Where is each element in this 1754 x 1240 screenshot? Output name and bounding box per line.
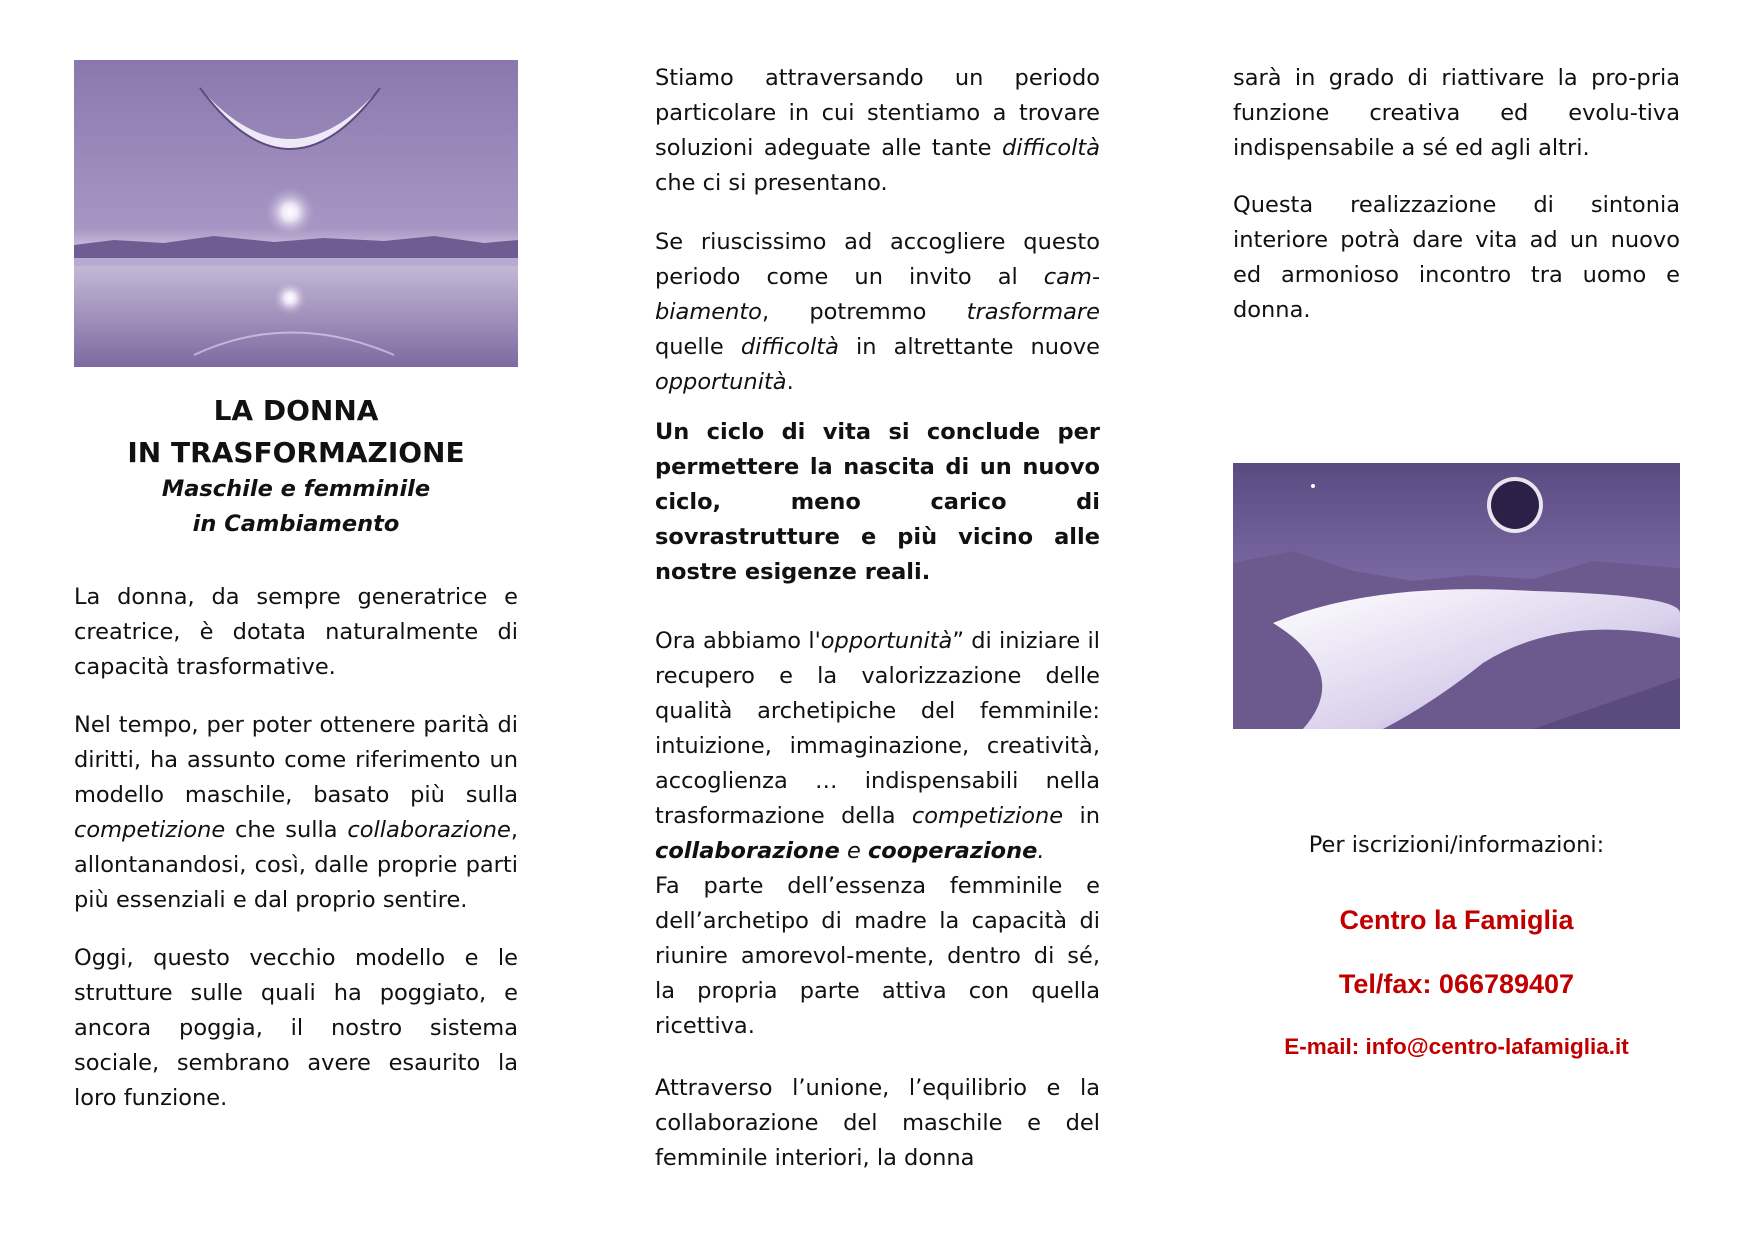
column-left — [74, 580, 518, 1116]
paragraph — [74, 708, 518, 918]
emphasis: opportunità — [655, 369, 787, 395]
text-run: , allontanandosi, così, dalle proprie parti più essenziali e dal proprio sentire. — [74, 817, 518, 913]
text-run: in — [1063, 803, 1100, 829]
highlight-paragraph: Un ciclo di vita si conclude per permettere la nascita di un nuovo ciclo, meno carico di sovrastrutture e più vicino alle nostre esigenze reali. — [655, 419, 1100, 585]
text-run: quelle — [655, 334, 741, 360]
eclipse-lake-icon — [1233, 463, 1680, 729]
paragraph — [655, 624, 1100, 869]
emphasis: cam-biamento — [655, 264, 1100, 325]
email-link[interactable]: E-mail: info@centro-lafamiglia.it — [1284, 1034, 1629, 1059]
text-run: . — [786, 369, 794, 395]
text-run: che ci si presentano. — [655, 170, 888, 196]
emphasis: collaborazione — [347, 817, 511, 843]
emphasis: difficoltà — [740, 334, 839, 360]
emphasis: . — [1037, 838, 1045, 864]
crescent-moon-lake-image — [74, 60, 518, 367]
strong-emphasis: collaborazione — [655, 838, 840, 864]
text-run: Nel tempo, per poter ottenere parità di diritti, ha assunto come riferimento un modello maschile, basato più sulla — [74, 712, 518, 808]
text-run: Se riuscissimo ad accogliere questo periodo come un invito al — [655, 229, 1100, 290]
emphasis: trasformare — [966, 299, 1100, 325]
emphasis: opportunità — [820, 628, 953, 654]
paragraph: La donna, da sempre generatrice e creatrice, è dotata naturalmente di capacità trasformative. — [74, 584, 518, 680]
telephone-fax: Tel/fax: 066789407 — [1338, 969, 1575, 999]
paragraph: sarà in grado di riattivare la pro-pria funzione creativa ed evolu-tiva indispensabile a sé ed agli altri. — [1233, 65, 1680, 161]
brochure-title-line1: LA DONNA — [213, 394, 379, 427]
text-run: Ora abbiamo l' — [655, 628, 821, 654]
emphasis: competizione — [911, 803, 1064, 829]
text-run: in altrettante nuove — [838, 334, 1100, 360]
text-run: che sulla — [225, 817, 348, 843]
eclipse-lake-image — [1233, 463, 1680, 729]
text-run: , potremmo — [761, 299, 967, 325]
info-label: Per iscrizioni/informazioni: — [1308, 832, 1605, 858]
emphasis: e — [839, 838, 868, 864]
emphasis: difficoltà — [1001, 135, 1100, 161]
text-run: Stiamo attraversando un periodo particolare in cui stentiamo a trovare soluzioni adeguate alle tante — [655, 65, 1100, 161]
text-run: ” di iniziare il recupero e la valorizzazione delle qualità archetipiche del femminile: intuizione, immaginazione, creatività, accoglienza … indispensabili nella trasformazione della — [655, 628, 1100, 829]
column-middle — [655, 61, 1100, 1176]
paragraph: Attraverso l’unione, l’equilibrio e la collaborazione del maschile e del femminile interiori, la donna — [655, 1075, 1100, 1171]
emphasis: competizione — [74, 817, 226, 843]
crescent-moon-lake-icon — [74, 60, 518, 367]
paragraph — [655, 225, 1100, 400]
paragraph: Questa realizzazione di sintonia interiore potrà dare vita ad un nuovo ed armonioso incontro tra uomo e donna. — [1233, 192, 1680, 323]
organization-name: Centro la Famiglia — [1339, 905, 1574, 935]
paragraph: Oggi, questo vecchio modello e le strutture sulle quali ha poggiato, e ancora poggia, il nostro sistema sociale, sembrano avere esaurito la loro funzione. — [74, 945, 518, 1111]
brochure-subtitle-line1: Maschile e femminile — [161, 476, 431, 502]
strong-emphasis: cooperazione — [867, 838, 1038, 864]
brochure-subtitle-line2: in Cambiamento — [192, 511, 400, 537]
brochure-title-line2: IN TRASFORMAZIONE — [127, 436, 465, 469]
paragraph — [655, 61, 1100, 201]
paragraph: Fa parte dell’essenza femminile e dell’archetipo di madre la capacità di riunire amorevol-mente, dentro di sé, la propria parte attiva con quella ricettiva. — [655, 873, 1100, 1039]
column-right — [1233, 61, 1680, 328]
